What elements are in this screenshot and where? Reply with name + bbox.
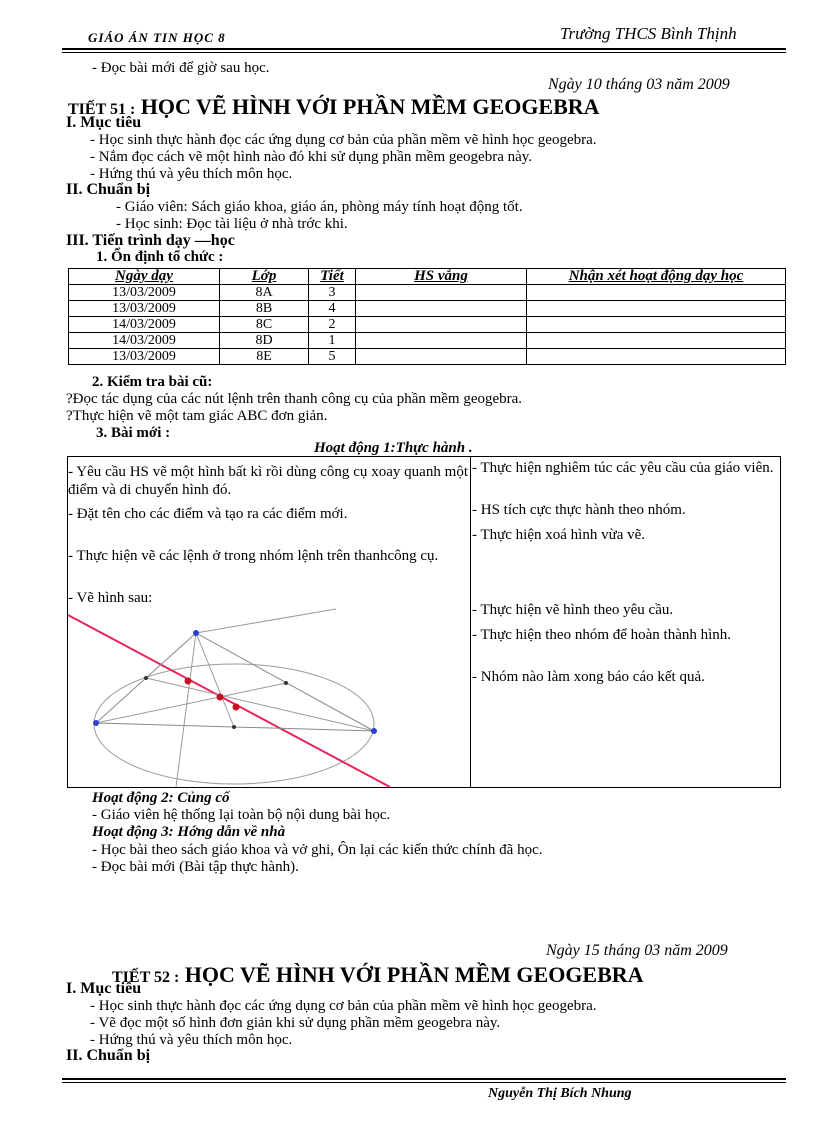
geogebra-figure bbox=[68, 603, 470, 787]
point-a bbox=[93, 720, 99, 726]
lesson51-date: Ngày 10 tháng 03 năm 2009 bbox=[548, 76, 730, 93]
cell bbox=[356, 349, 527, 365]
footer-rule bbox=[62, 1078, 786, 1080]
check-2: ?Thực hiện vẽ một tam giác ABC đơn giản. bbox=[66, 408, 328, 424]
header-rule-thin bbox=[62, 52, 786, 53]
lesson51-section3: III. Tiến trình dạy —học bbox=[66, 232, 235, 249]
act1-left-3: - Thực hiện vẽ các lệnh ở trong nhóm lệnh trên thanhcông cụ. bbox=[68, 548, 439, 564]
cell bbox=[356, 285, 527, 301]
cell bbox=[527, 285, 786, 301]
lesson52-title-text: HỌC VẼ HÌNH VỚI PHẦN MỀM GEOGEBRA bbox=[184, 962, 644, 987]
lesson52-obj-1: - Học sinh thực hành đọc các ứng dụng cơ bản của phần mềm vẽ hình học geogebra. bbox=[90, 998, 597, 1014]
col-absent: HS vắng bbox=[356, 269, 527, 285]
cell: 4 bbox=[309, 301, 356, 317]
altitude-line bbox=[176, 633, 196, 787]
cell: 8A bbox=[220, 285, 309, 301]
lesson52-title bbox=[112, 962, 644, 988]
cell: 14/03/2009 bbox=[69, 333, 220, 349]
act1-left-2: - Đặt tên cho các điểm và tạo ra các điểm mới. bbox=[68, 506, 348, 522]
lesson51-obj-1: - Học sinh thực hành đọc các ứng dụng cơ bản của phần mềm vẽ hình học geogebra. bbox=[90, 132, 597, 148]
activity2-title: Hoạt động 2: Củng cố bbox=[92, 790, 230, 806]
class-table bbox=[68, 268, 786, 365]
lesson51-section1: I. Mục tiêu bbox=[66, 114, 142, 131]
header-left: GIÁO ÁN TIN HỌC 8 bbox=[88, 30, 226, 45]
cell: 13/03/2009 bbox=[69, 285, 220, 301]
median-2 bbox=[146, 678, 374, 731]
cell bbox=[356, 317, 527, 333]
lesson51-section3-2: 2. Kiểm tra bài cũ: bbox=[92, 374, 213, 390]
footer-rule-thin bbox=[62, 1082, 786, 1083]
cell: 2 bbox=[309, 317, 356, 333]
point-mid-1 bbox=[144, 676, 148, 680]
cell bbox=[527, 349, 786, 365]
lesson52-section2: II. Chuẩn bị bbox=[66, 1047, 151, 1064]
point-c bbox=[371, 728, 377, 734]
point-red-1 bbox=[185, 678, 192, 685]
cell: 14/03/2009 bbox=[69, 317, 220, 333]
check-1: ?Đọc tác dụng của các nút lệnh trên thanh công cụ của phần mềm geogebra. bbox=[66, 391, 523, 407]
cell: 1 bbox=[309, 333, 356, 349]
lesson52-date: Ngày 15 tháng 03 năm 2009 bbox=[546, 942, 728, 959]
col-remarks: Nhận xét hoạt động dạy học bbox=[527, 269, 786, 285]
activity3-text-2: - Đọc bài mới (Bài tập thực hành). bbox=[92, 859, 299, 875]
cell bbox=[527, 317, 786, 333]
act1-right-3: - Thực hiện xoá hình vừa vẽ. bbox=[472, 527, 646, 543]
lesson52-obj-3: - Hứng thú và yêu thích môn học. bbox=[90, 1032, 293, 1048]
red-line bbox=[68, 615, 390, 787]
median-3 bbox=[196, 633, 234, 727]
cell: 13/03/2009 bbox=[69, 301, 220, 317]
cell: 5 bbox=[309, 349, 356, 365]
col-period: Tiết bbox=[309, 269, 356, 285]
act1-right-1: - Thực hiện nghiêm túc các yêu cầu của giáo viên. bbox=[472, 460, 774, 476]
table-row bbox=[69, 301, 786, 317]
table-row bbox=[69, 349, 786, 365]
lesson51-section2: II. Chuẩn bị bbox=[66, 181, 151, 198]
lesson51-section3-3: 3. Bài mới : bbox=[96, 425, 171, 441]
act1-left-1: - Yêu cầu HS vẽ một hình bất kì rồi dùng công cụ xoay quanh một điểm và di chuyển hình đó. bbox=[68, 464, 468, 498]
cell: 8E bbox=[220, 349, 309, 365]
act1-right-5: - Thực hiện theo nhóm để hoàn thành hình. bbox=[472, 627, 732, 643]
footer-author: Nguyễn Thị Bích Nhung bbox=[488, 1086, 632, 1101]
act1-right-2: - HS tích cực thực hành theo nhóm. bbox=[472, 502, 686, 518]
lesson51-prep-2: - Học sinh: Đọc tài liệu ở nhà trớc khi. bbox=[116, 216, 348, 232]
lesson52-section1: I. Mục tiêu bbox=[66, 980, 142, 997]
lesson51-obj-2: - Nắm đọc cách vẽ một hình nào đó khi sử dụng phần mềm geogebra này. bbox=[90, 149, 533, 165]
cell bbox=[356, 333, 527, 349]
cell bbox=[356, 301, 527, 317]
activity1-table bbox=[67, 456, 781, 788]
activity1-title: Hoạt động 1:Thực hành . bbox=[314, 440, 473, 456]
lesson51-prep-1: - Giáo viên: Sách giáo khoa, giáo án, phòng máy tính hoạt động tốt. bbox=[116, 199, 523, 215]
class-table-header bbox=[69, 269, 786, 285]
lesson52-num: TIẾT 52 : bbox=[112, 969, 180, 986]
col-date: Ngày dạy bbox=[69, 269, 220, 285]
table-row bbox=[69, 317, 786, 333]
point-mid-3 bbox=[232, 725, 236, 729]
lesson51-num: TIẾT 51 : bbox=[68, 101, 136, 118]
cell: 3 bbox=[309, 285, 356, 301]
cell bbox=[527, 333, 786, 349]
cell: 13/03/2009 bbox=[69, 349, 220, 365]
act1-left-4: - Vẽ hình sau: bbox=[68, 590, 153, 606]
table-row bbox=[69, 333, 786, 349]
extension-line bbox=[196, 609, 336, 633]
lesson52-obj-2: - Vẽ đọc một số hình đơn giản khi sử dụng phần mềm geogebra này. bbox=[90, 1015, 501, 1031]
point-b bbox=[193, 630, 199, 636]
activity2-text: - Giáo viên hệ thống lại toàn bộ nội dung bài học. bbox=[92, 807, 391, 823]
activity3-title: Hoạt động 3: Hớng dẫn về nhà bbox=[92, 824, 286, 840]
cell bbox=[527, 301, 786, 317]
lesson51-obj-3: - Hứng thú và yêu thích môn học. bbox=[90, 166, 293, 182]
header-right: Trường THCS Bình Thịnh bbox=[560, 24, 737, 43]
lesson51-title bbox=[68, 94, 600, 120]
act1-right-6: - Nhóm nào làm xong báo cáo kết quả. bbox=[472, 669, 705, 685]
point-red-3 bbox=[233, 704, 240, 711]
point-red-2 bbox=[217, 694, 224, 701]
header-rule bbox=[62, 48, 786, 50]
triangle bbox=[96, 633, 374, 731]
cell: 8B bbox=[220, 301, 309, 317]
cell: 8D bbox=[220, 333, 309, 349]
activity1-divider bbox=[470, 457, 471, 787]
col-class: Lớp bbox=[220, 269, 309, 285]
activity3-text-1: - Học bài theo sách giáo khoa và vở ghi, Ôn lại các kiến thức chính đã học. bbox=[92, 842, 543, 858]
lesson51-title-text: HỌC VẼ HÌNH VỚI PHẦN MỀM GEOGEBRA bbox=[140, 94, 600, 119]
cell: 8C bbox=[220, 317, 309, 333]
act1-right-4: - Thực hiện vẽ hình theo yêu cầu. bbox=[472, 602, 674, 618]
lesson51-section3-1: 1. Ổn định tổ chức : bbox=[96, 249, 224, 265]
table-row bbox=[69, 285, 786, 301]
point-mid-2 bbox=[284, 681, 288, 685]
intro-line: - Đọc bài mới để giờ sau học. bbox=[92, 60, 270, 76]
